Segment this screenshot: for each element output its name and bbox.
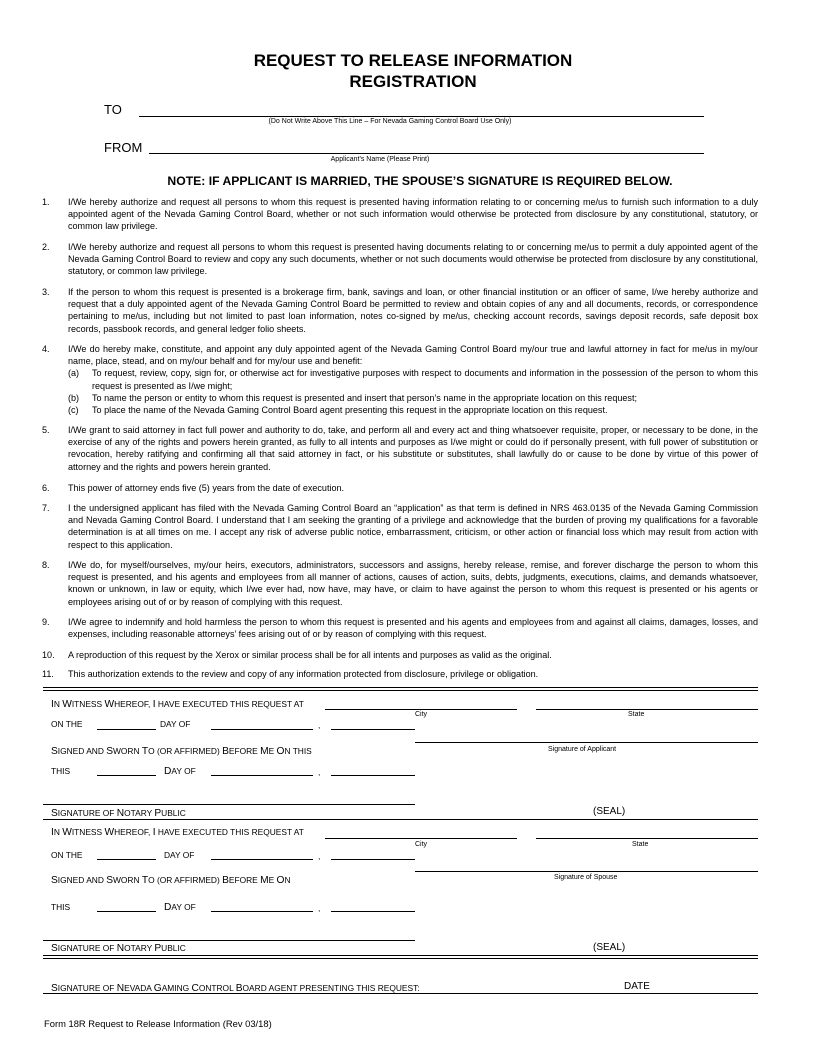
comma: ,: [318, 720, 321, 730]
paragraph-1: [42, 196, 758, 233]
paragraph-text: I/We agree to indemnify and hold harmless the person to whom this request is presented and his agents and employees from and against all claims, damages, losses, and expenses, including reasonable attorneys’ fees arising out of or by reason of complying with this request.: [68, 617, 758, 640]
comma: ,: [318, 767, 321, 777]
paragraph-2: [42, 241, 758, 278]
section-divider: [43, 955, 758, 959]
sub-item-label: (a): [68, 368, 80, 379]
paragraph-text: I/We hereby authorize and request all persons to whom this request is presented having information relating to or concerning me/us to furnish such information to a duly appointed agent of the Nevada Gaming Control Board, whether or not such information would otherwise be protected from disclosure by any constitutional, statutory, or common law privilege.: [68, 197, 758, 232]
section-divider: [43, 687, 758, 691]
notary-signature-label: SIGNATURE OF NOTARY PUBLIC: [51, 808, 186, 819]
notary-year-field[interactable]: [331, 775, 415, 776]
seal-label: (SEAL): [593, 942, 626, 953]
paragraph-intro: I/We do hereby make, constitute, and appoint any duly appointed agent of the Nevada Gaming Control Board my/our true and lawful attorney in fact for me/us in my/our name, place, stead, and on my/our behalf and for my/our use and benefit:: [68, 344, 758, 367]
paragraph-3: [42, 286, 758, 335]
applicant-month-field[interactable]: [211, 729, 313, 730]
spouse-city-field[interactable]: [325, 838, 517, 839]
paragraph-number: 7.: [42, 503, 50, 513]
date-label: DATE: [624, 981, 650, 992]
paragraph-text: A reproduction of this request by the Xerox or similar process shall be for all intents and purposes as valid as the original.: [68, 650, 552, 660]
spouse-sworn-label: SIGNED AND SWORN TO (OR AFFIRMED) BEFORE ME ON: [51, 875, 291, 886]
spouse-note: NOTE: IF APPLICANT IS MARRIED, THE SPOUSE’S SIGNATURE IS REQUIRED BELOW.: [167, 174, 673, 188]
form-id: Form 18R Request to Release Information (Rev 03/18): [44, 1018, 272, 1029]
spouse-this-label: THIS: [51, 902, 71, 912]
city-caption: City: [415, 841, 428, 848]
paragraph-number: 5.: [42, 425, 50, 435]
applicant-on-the-label: ON THE: [51, 719, 83, 729]
paragraph-text: This power of attorney ends five (5) years from the date of execution.: [68, 483, 345, 493]
paragraph-text: [68, 343, 758, 416]
comma: ,: [318, 851, 321, 861]
notary-day-of-label: DAY OF: [164, 766, 196, 777]
applicant-witness-label: IN WITNESS WHEREOF, I HAVE EXECUTED THIS REQUEST AT: [51, 699, 304, 710]
from-label: FROM: [104, 140, 143, 155]
form-title: REQUEST TO RELEASE INFORMATION: [253, 51, 573, 70]
state-caption: State: [632, 841, 649, 848]
applicant-day-of-label: DAY OF: [160, 719, 191, 729]
paragraph-number: 9.: [42, 617, 50, 627]
paragraph-number: 2.: [42, 242, 50, 252]
form-subtitle: REGISTRATION: [349, 72, 477, 91]
paragraph-9: [42, 616, 758, 640]
sub-item-text: To name the person or entity to whom this request is presented and insert that person’s name in the appropriate location on this request;: [92, 392, 637, 403]
paragraph-text: I the undersigned applicant has filed with the Nevada Gaming Control Board an “application” as that term is defined in NRS 463.0135 of the Nevada Gaming Commission and Nevada Gaming Control Board. I understand that I am seeking the granting of a privilege and acknowledge that the burden of proving my qualifications for a favorable determination is at all times on me. I accept any risk of adverse public notice, embarrassment, criticism, or other action or financial loss which may result from action with respect to this application.: [68, 503, 758, 550]
spouse-month-field[interactable]: [211, 859, 313, 860]
applicant-signature-field[interactable]: [415, 742, 758, 743]
section-divider: [43, 819, 758, 820]
state-caption: State: [628, 711, 645, 718]
paragraph-text: I/We do, for myself/ourselves, my/our heirs, executors, administrators, successors and assigns, hereby release, remise, and forever discharge the person to whom this request is presented, and his agents and employees from all manner of actions, causes of action, suits, debts, judgments, executions, claims, and demands whatsoever, known or unknown, in law or equity, which I/we ever had, now have, may have, or claim to have against the person to whom this request is presented or his agents or employees arising out of or by reason of complying with this request.: [68, 560, 758, 607]
paragraph-text: I/We grant to said attorney in fact full power and authority to do, take, and perform all and every act and thing whatsoever requisite, proper, or necessary to be done, in the exercise of any of the rights and powers herein granted, as fully to all intents and purposes as I/we might or could do if personally present, with full power of substitution or revocation, hereby ratifying and confirming all that said attorney in fact, or his substitute or substitutes, shall lawfully do or cause to be done by virtue of this power of attorney and the rights and powers herein granted.: [68, 425, 758, 472]
spouse-on-the-label: ON THE: [51, 850, 83, 860]
notary-month-field[interactable]: [211, 775, 313, 776]
sub-item-c: [68, 404, 758, 416]
spouse-notary-signature-label: SIGNATURE OF NOTARY PUBLIC: [51, 943, 186, 954]
notary-signature-field[interactable]: [43, 804, 415, 805]
paragraph-number: 10.: [42, 650, 55, 660]
agent-signature-field[interactable]: [43, 993, 758, 994]
paragraph-number: 1.: [42, 197, 50, 207]
spouse-notary-month-field[interactable]: [211, 911, 313, 912]
paragraph-number: 6.: [42, 483, 50, 493]
applicant-signature-caption: Signature of Applicant: [548, 746, 617, 753]
spouse-state-field[interactable]: [536, 838, 758, 839]
paragraph-text: I/We hereby authorize and request all persons to whom this request is presented having documents relating to or concerning me/us to permit a duly appointed agent of the Nevada Gaming Control Board to review and copy any such documents, whether or not such documents would otherwise be protected from disclosure by any constitutional, statutory, or common law privilege.: [68, 242, 758, 277]
from-note: Applicant’s Name (Please Print): [330, 156, 430, 163]
agent-signature-label: SIGNATURE OF NEVADA GAMING CONTROL BOARD AGENT PRESENTING THIS REQUEST:: [51, 983, 420, 994]
spouse-notary-year-field[interactable]: [331, 911, 415, 912]
paragraph-text: This authorization extends to the review and copy of any information protected from disclosure, privilege or obligation.: [68, 669, 539, 679]
sub-item-text: To request, review, copy, sign for, or otherwise act for investigative purposes with respect to documents and information in the possession of the person to whom this request is presented as I/we might;: [92, 368, 758, 391]
paragraph-6: [42, 482, 758, 494]
paragraph-number: 3.: [42, 287, 50, 297]
spouse-signature-field[interactable]: [415, 871, 758, 872]
seal-label: (SEAL): [593, 806, 626, 817]
paragraph-10: [42, 649, 758, 661]
sub-item-label: (c): [68, 405, 79, 416]
paragraph-number: 4.: [42, 344, 50, 354]
paragraph-7: [42, 502, 758, 551]
paragraph-4: [42, 343, 758, 416]
applicant-this-label: THIS: [51, 766, 71, 776]
spouse-year-field[interactable]: [331, 859, 415, 860]
applicant-name-field[interactable]: [149, 153, 704, 154]
spouse-signature-caption: Signature of Spouse: [554, 874, 618, 881]
comma: ,: [318, 903, 321, 913]
paragraph-text: If the person to whom this request is presented is a brokerage firm, bank, savings and loan, or other financial institution or an officer of same, I/we hereby authorize and request that a duly appointed agent of the Nevada Gaming Control Board be permitted to review and obtain copies of any and all documents, records, or correspondence pertaining to me/us, including but not limited to past loan information, notes co-signed by me/us, checking account records, savings deposit records, safe deposit box records, passbook records, and general ledger folio sheets.: [68, 287, 758, 334]
to-label: TO: [104, 102, 122, 117]
paragraph-8: [42, 559, 758, 608]
paragraph-11: [42, 668, 758, 680]
sub-item-text: To place the name of the Nevada Gaming Control Board agent presenting this request in the appropriate location on this request.: [92, 405, 608, 416]
applicant-year-field[interactable]: [331, 729, 415, 730]
city-caption: City: [415, 711, 428, 718]
spouse-day-of-label: DAY OF: [164, 850, 195, 860]
paragraph-number: 11.: [42, 669, 54, 679]
spouse-notary-day-of-label: DAY OF: [164, 902, 196, 913]
applicant-sworn-label: SIGNED AND SWORN TO (OR AFFIRMED) BEFORE ME ON THIS: [51, 746, 312, 757]
spouse-notary-day-field[interactable]: [97, 911, 156, 912]
sub-item-label: (b): [68, 392, 80, 403]
applicant-city-field[interactable]: [325, 709, 517, 710]
applicant-state-field[interactable]: [536, 709, 758, 710]
spouse-notary-signature-field[interactable]: [43, 940, 415, 941]
spouse-day-field[interactable]: [97, 859, 156, 860]
paragraph-5: [42, 424, 758, 473]
notary-day-field[interactable]: [97, 775, 156, 776]
spouse-witness-label: IN WITNESS WHEREOF, I HAVE EXECUTED THIS REQUEST AT: [51, 827, 304, 838]
paragraph-number: 8.: [42, 560, 50, 570]
sub-item-a: [68, 367, 758, 391]
to-field[interactable]: [139, 116, 704, 117]
applicant-day-field[interactable]: [97, 729, 156, 730]
to-note: (Do Not Write Above This Line – For Nevada Gaming Control Board Use Only): [268, 118, 512, 125]
sub-item-b: [68, 392, 758, 404]
